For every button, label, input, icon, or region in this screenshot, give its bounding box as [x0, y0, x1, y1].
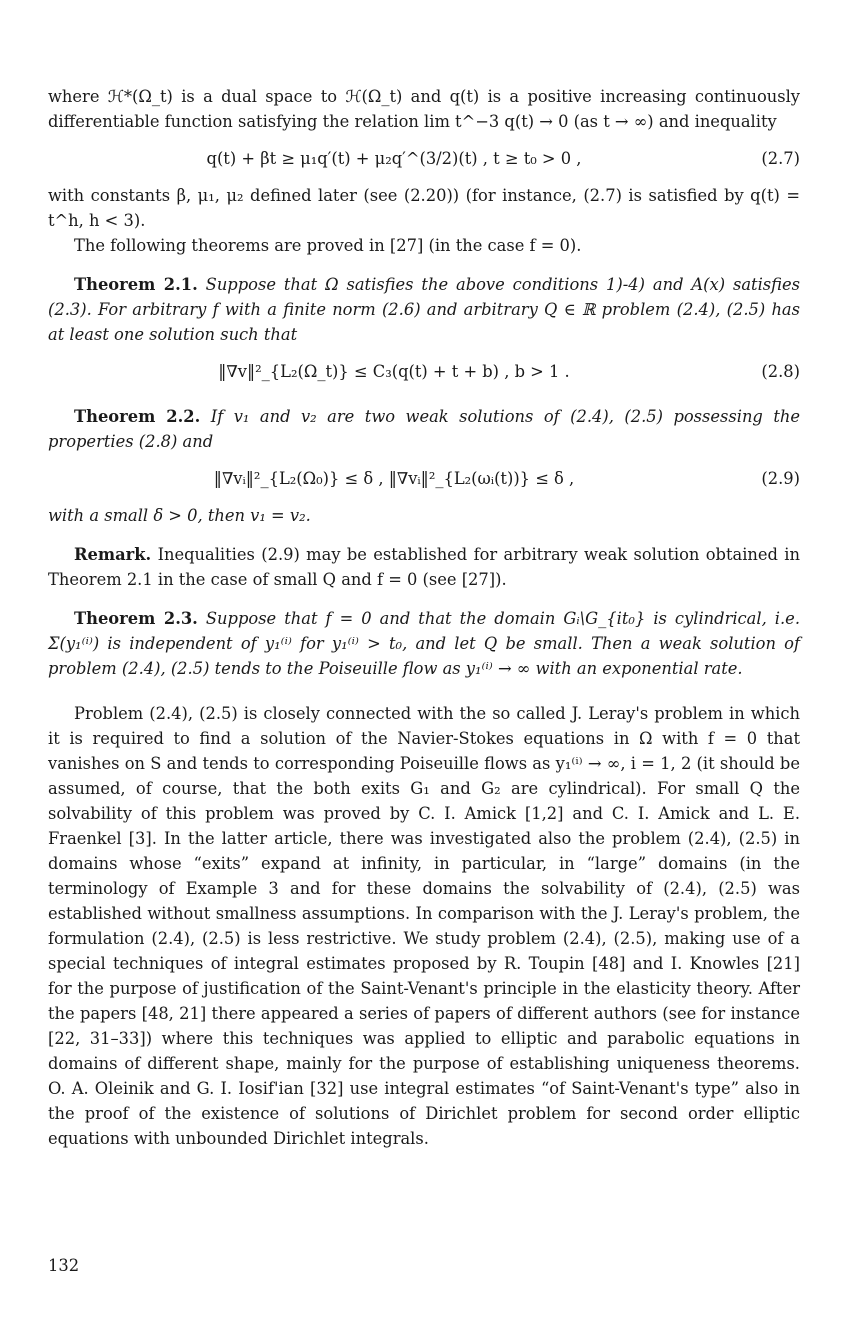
paragraph-constants: with constants β, μ₁, μ₂ defined later (see (2.20)) (for instance, (2.7) is satisfied by q(t) = t^h, h < 3).	[48, 186, 800, 230]
paragraph-leray: Problem (2.4), (2.5) is closely connected with the so called J. Leray's problem in which it is required to find a solution of the Navier-Stokes equations in Ω with f = 0 that vanishes on S and tends to corresponding Poiseuille flows as y₁⁽ⁱ⁾ → ∞, i = 1, 2 (it should be assumed, of course, that the both exits G₁ and G₂ are cylindrical). For small Q the solvability of this problem was proved by C. I. Amick [1,2] and C. I. Amick and L. E. Fraenkel [3]. In the latter article, there was investigated also the problem (2.4), (2.5) in domains whose “exits” expand at infinity, in particular, in “large” domains (in the terminology of Example 3 and for these domains the solvability of (2.4), (2.5) was established without smallness assumptions. In comparison with the J. Leray's problem, the formulation (2.4), (2.5) is less restrictive. We study problem (2.4), (2.5), making use of a special techniques of integral estimates proposed by R. Toupin [48] and I. Knowles [21] for the purpose of justification of the Saint-Venant's principle in the elasticity theory. After the papers [48, 21] there appeared a series of papers of different authors (see for instance [22, 31–33]) where this techniques was applied to elliptic and parabolic equations in domains of different shape, mainly for the purpose of establishing uniqueness theorems. O. A. Oleinik and G. I. Iosif'ian [32] use integral estimates “of Saint-Venant's type” also in the proof of the existence of solutions of Dirichlet problem for second order elliptic equations with unbounded Dirichlet integrals.	[48, 704, 800, 1148]
theorem-2-2	[48, 404, 800, 454]
equation-2-8-number: (2.8)	[761, 362, 800, 381]
paragraph-intro: where ℋ*(Ω_t) is a dual space to ℋ(Ω_t) and q(t) is a positive increasing continuously differentiable function satisfying the relation lim t^−3 q(t) → 0 (as t → ∞) and inequality	[48, 87, 800, 131]
equation-2-7	[48, 146, 800, 171]
theorem-2-3-body: Suppose that f = 0 and that the domain Gᵢ\G_{it₀} is cylindrical, i.e. Σ(y₁⁽ⁱ⁾) is independent of y₁⁽ⁱ⁾ for y₁⁽ⁱ⁾ > t₀, and let Q be small. Then a weak solution of problem (2.4), (2.5) tends to the Poiseuille flow as y₁⁽ⁱ⁾ → ∞ with an exponential rate.	[48, 609, 800, 678]
equation-2-9-formula: ‖∇vᵢ‖²_{L₂(Ω₀)} ≤ δ , ‖∇vᵢ‖²_{L₂(ωᵢ(t))} ≤ δ ,	[213, 469, 575, 488]
page-number: 132	[48, 1256, 80, 1275]
equation-2-8-formula: ‖∇v‖²_{L₂(Ω_t)} ≤ C₃(q(t) + t + b) , b > 1 .	[218, 362, 570, 381]
page-body	[48, 84, 800, 1151]
theorem-2-1-body: Suppose that Ω satisfies the above conditions 1)-4) and A(x) satisfies (2.3). For arbitrary f with a finite norm (2.6) and arbitrary Q ∈ ℝ problem (2.4), (2.5) has at least one solution such that	[48, 275, 800, 344]
theorem-2-3-heading: Theorem 2.3.	[74, 609, 198, 628]
theorem-2-2-tail: with a small δ > 0, then v₁ = v₂.	[48, 506, 311, 525]
equation-2-9-number: (2.9)	[761, 469, 800, 488]
equation-2-7-formula: q(t) + βt ≥ μ₁q′(t) + μ₂q′^(3/2)(t) , t ≥ t₀ > 0 ,	[206, 149, 582, 168]
equation-2-7-number: (2.7)	[761, 149, 800, 168]
theorem-2-2-heading: Theorem 2.2.	[74, 407, 201, 426]
equation-2-9	[48, 466, 800, 491]
equation-2-8	[48, 359, 800, 384]
theorem-2-1	[48, 272, 800, 347]
theorem-2-3	[48, 606, 800, 681]
paragraph-following: The following theorems are proved in [27] (in the case f = 0).	[74, 236, 582, 255]
remark	[48, 542, 800, 592]
theorem-2-1-heading: Theorem 2.1.	[74, 275, 198, 294]
remark-body: Inequalities (2.9) may be established for arbitrary weak solution obtained in Theorem 2.1 in the case of small Q and f = 0 (see [27]).	[48, 545, 800, 589]
theorem-2-2-body: If v₁ and v₂ are two weak solutions of (2.4), (2.5) possessing the properties (2.8) and	[48, 407, 800, 451]
remark-heading: Remark.	[74, 545, 152, 564]
